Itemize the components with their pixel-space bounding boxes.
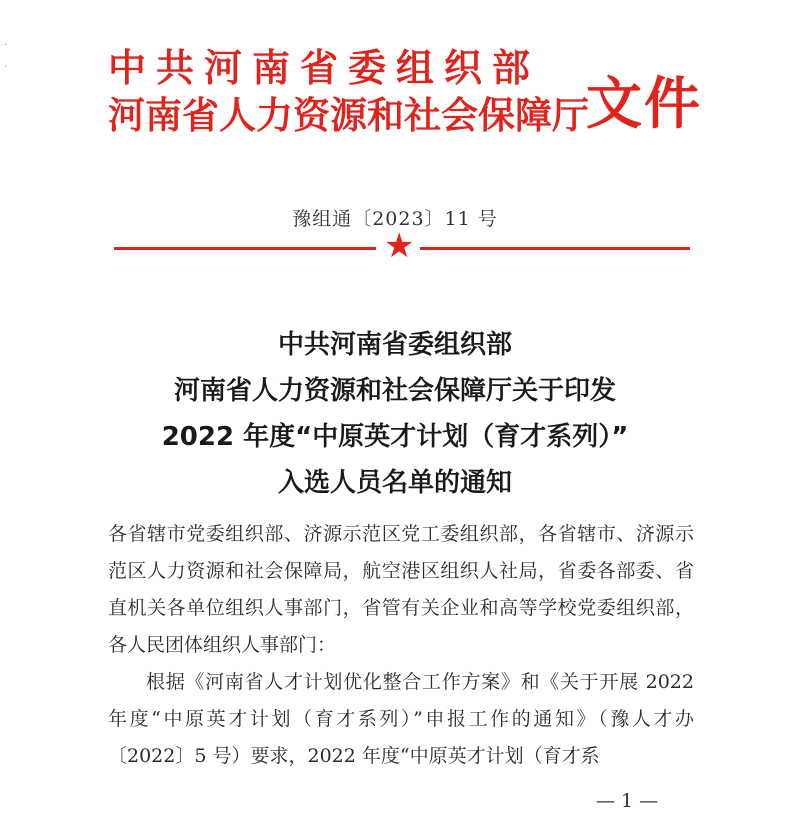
document-type-label: 文件 <box>586 72 702 137</box>
issuer-block <box>108 44 608 140</box>
title-line-1: 中共河南省委组织部 <box>277 330 512 360</box>
divider-line-left <box>114 247 376 250</box>
document-body <box>108 516 694 775</box>
red-divider <box>114 226 690 266</box>
document-title <box>0 322 790 506</box>
title-line-2: 河南省人力资源和社会保障厅关于印发 <box>173 376 616 406</box>
body-paragraph-1: 根据《河南省人才计划优化整合工作方案》和《关于开展 2022 年度“中原英才计划（育才系列）”申报工作的通知》（豫人才办〔2022〕5 号）要求，2022 年度“中原英才计划（育才系 <box>108 671 694 767</box>
scan-mark: · <box>4 62 8 73</box>
scan-mark: · <box>4 40 8 51</box>
title-line-4: 入选人员名单的通知 <box>277 468 512 498</box>
star-icon: ★ <box>384 226 415 266</box>
document-number: 豫组通〔2023〕11 号 <box>292 208 498 230</box>
title-line-3: 2022 年度“中原英才计划（育才系列）” <box>161 422 629 452</box>
issuer-line-2: 河南省人力资源和社会保障厅 <box>108 94 589 137</box>
divider-line-right <box>420 247 690 250</box>
issuer-line-1: 中共河南省委组织部 <box>108 46 541 90</box>
page-number: — 1 — <box>596 790 659 812</box>
recipients-paragraph: 各省辖市党委组织部、济源示范区党工委组织部，各省辖市、济源示范区人力资源和社会保障局，航空港区组织人社局，省委各部委、省直机关各单位组织人事部门，省管有关企业和高等学校党委组织部，各人民团体组织人事部门： <box>108 523 694 656</box>
